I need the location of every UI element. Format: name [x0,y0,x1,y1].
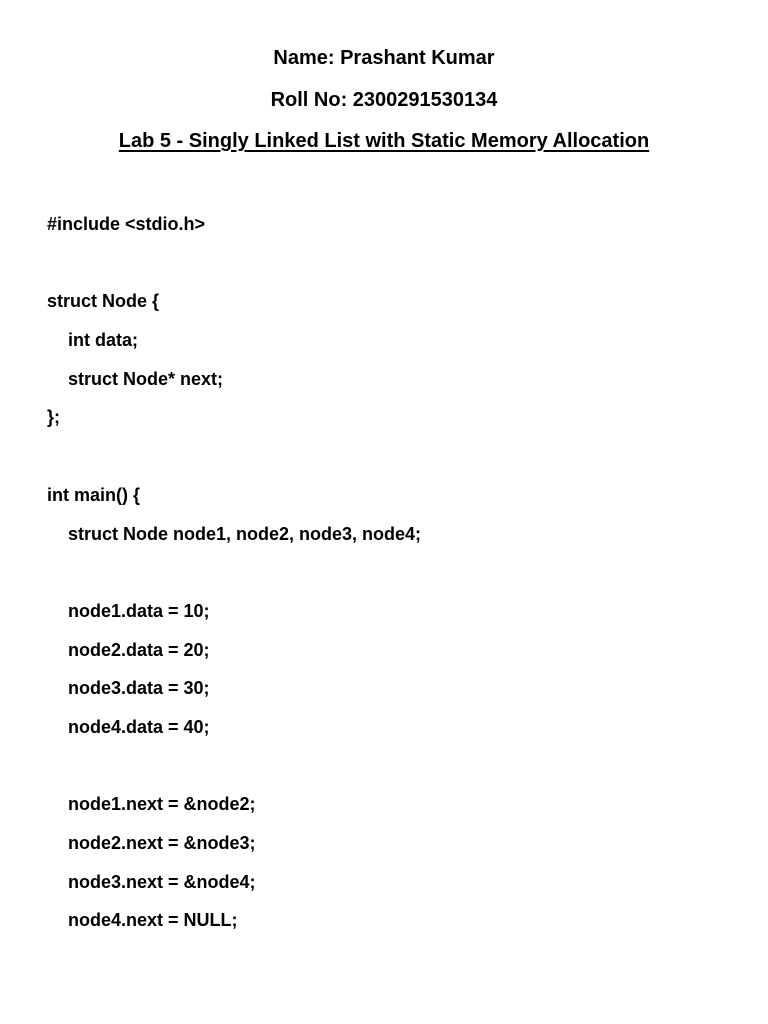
student-name: Name: Prashant Kumar [273,47,495,69]
code-line: int data; [68,330,138,351]
code-line: int main() { [47,484,140,505]
code-line: node2.next = &node3; [68,833,256,853]
code-line: node1.data = 10; [68,600,210,621]
code-line-blank [47,443,747,482]
code-line-blank [47,250,747,289]
code-line: struct Node node1, node2, node3, node4; [68,523,422,544]
code-line: node4.data = 40; [68,716,210,737]
code-line: struct Node { [47,291,160,312]
code-line: node2.data = 20; [68,639,210,660]
code-line: struct Node* next; [68,368,224,389]
code-line: node3.next = &node4; [68,871,256,892]
code-line: }; [47,407,60,428]
code-block [47,211,747,946]
code-line-blank [47,753,747,792]
lab-title: Lab 5 - Singly Linked List with Static Memory Allocation [118,130,650,152]
code-line: node3.data = 30; [68,678,210,699]
code-line: node4.next = NULL; [68,910,238,931]
roll-number: Roll No: 2300291530134 [270,89,498,111]
code-line-blank [47,559,747,598]
code-line: node1.next = &node2; [68,794,256,815]
code-line: #include <stdio.h> [47,214,206,234]
